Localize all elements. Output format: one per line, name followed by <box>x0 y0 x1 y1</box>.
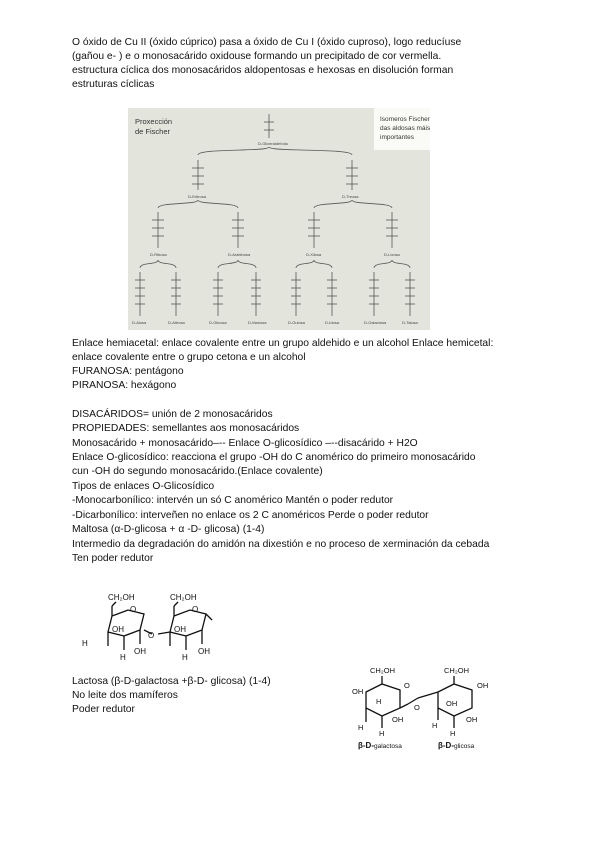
lactose-label: H <box>432 721 438 730</box>
body-line: Enlace hemiacetal: enlace covalente entre un grupo aldehido e un alcohol Enlace hemicetal: <box>72 338 494 349</box>
maltose-label: CH₂OH <box>170 593 197 602</box>
maltose-label: O <box>192 605 199 614</box>
lactose-label: H <box>450 729 456 738</box>
body-line: Monosacárido + monosacárido–-- Enlace O-glicosídico –--disacárido + H2O <box>72 438 418 449</box>
body-line: FURANOSA: pentágono <box>72 366 184 377</box>
lactose-label: OH <box>446 699 458 708</box>
body-line: -Monocarbonílico: intervén un só C anomérico Mantén o poder redutor <box>72 495 394 506</box>
maltose-label: OH <box>134 647 146 656</box>
maltose-structure-figure <box>82 590 232 662</box>
lactose-line: No leite dos mamíferos <box>72 690 178 701</box>
lactose-label: OH <box>352 687 364 696</box>
fischer-level4-label: D-Idosa <box>325 320 340 325</box>
fischer-level3-label: D-Lixosa <box>384 252 400 257</box>
lactose-label: CH₂OH <box>370 666 395 675</box>
body-line: Enlace O-glicosídico: reacciona el grupo -OH do C anomérico do primeiro monosacárido <box>72 452 476 463</box>
lactose-label: OH <box>477 681 489 690</box>
intro-line: (gañou e- ) e o monosacárido oxidouse formando un precipitado de cor vermella. <box>72 51 442 62</box>
fischer-level4-label: D-Alosa <box>132 320 147 325</box>
fischer-level4-label: D-Manosa <box>248 320 267 325</box>
lactose-label: O <box>414 703 420 712</box>
body-line: PIRANOSA: hexágono <box>72 380 177 391</box>
intro-line: estructura cíclica dos monosacáridos aldopentosas e hexosas en disolución forman <box>72 65 454 76</box>
fischer-level3-label: D-Xilosa <box>306 252 322 257</box>
maltose-label: H <box>182 653 188 662</box>
fischer-level4-label: D-Altrosa <box>168 320 185 325</box>
fischer-level4-label: D-Gulosa <box>288 320 305 325</box>
fischer-note: Isomeros Fischer <box>380 116 430 123</box>
fischer-projection-figure <box>128 108 430 330</box>
body-line: Ten poder redutor <box>72 553 154 564</box>
fischer-level2-label: D-Eritrosa <box>188 194 207 199</box>
lactose-label: H <box>358 723 364 732</box>
body-line: DISACÁRIDOS= unión de 2 monosacáridos <box>72 409 273 420</box>
body-line: PROPIEDADES: semellantes aos monosacáridos <box>72 423 300 434</box>
body-line: Tipos de enlaces O-Glicosídico <box>72 481 215 492</box>
fischer-title: Proxección <box>135 117 173 126</box>
lactose-caption: β-D-glicosa <box>438 741 475 750</box>
lactose-label: OH <box>466 715 478 724</box>
body-line: cun -OH do segundo monosacárido.(Enlace covalente) <box>72 466 323 477</box>
maltose-label: OH <box>112 625 124 634</box>
intro-line: estruturas cíclicas <box>72 79 155 90</box>
glucose-ring <box>418 676 472 728</box>
lactose-label: OH <box>392 715 404 724</box>
maltose-label: H <box>120 653 126 662</box>
body-line: -Dicarbonílico: interveñen no enlace os 2 C anoméricos Perde o poder redutor <box>72 510 429 521</box>
maltose-label: CH₂OH <box>108 593 135 602</box>
lactose-line: Poder redutor <box>72 704 135 715</box>
maltose-label: H <box>82 639 88 648</box>
lactose-label: CH₂OH <box>444 666 469 675</box>
fischer-note: importantes <box>380 134 414 141</box>
maltose-label: O <box>130 605 137 614</box>
maltose-label: O <box>148 631 155 640</box>
lactose-label: H <box>376 697 382 706</box>
fischer-root-label: D-Gliceraldehído <box>258 141 289 146</box>
fischer-level3-label: D-Ribosa <box>150 252 167 257</box>
lactose-structure-figure <box>352 662 502 750</box>
body-line: enlace covalente entre o grupo cetona e un alcohol <box>72 352 306 363</box>
intro-line: O óxido de Cu II (óxido cúprico) pasa a óxido de Cu I (óxido cuproso), logo reducíuse <box>72 37 462 48</box>
lactose-caption: β-D-galactosa <box>358 741 402 750</box>
fischer-level4-label: D-Galactosa <box>364 320 387 325</box>
maltose-label: OH <box>174 625 186 634</box>
fischer-level3-label: D-Arabinosa <box>228 252 251 257</box>
lactose-label: O <box>404 681 410 690</box>
lactose-label: H <box>379 729 385 738</box>
fischer-note: das aldosas máis <box>380 125 430 132</box>
lactose-line: Lactosa (β-D-galactosa +β-D- glicosa) (1-4) <box>72 676 271 687</box>
body-line: Intermedio da degradación do amidón na dixestión e no proceso de xerminación da cebada <box>72 539 490 550</box>
fischer-level4-label: D-Glicosa <box>209 320 227 325</box>
fischer-level4-label: D-Talosa <box>402 320 418 325</box>
maltose-label: OH <box>198 647 210 656</box>
fischer-title: de Fischer <box>135 127 171 136</box>
fischer-level2-label: D-Treosa <box>342 194 359 199</box>
body-line: Maltosa (α-D-glicosa + α -D- glicosa) (1-4) <box>72 524 265 535</box>
